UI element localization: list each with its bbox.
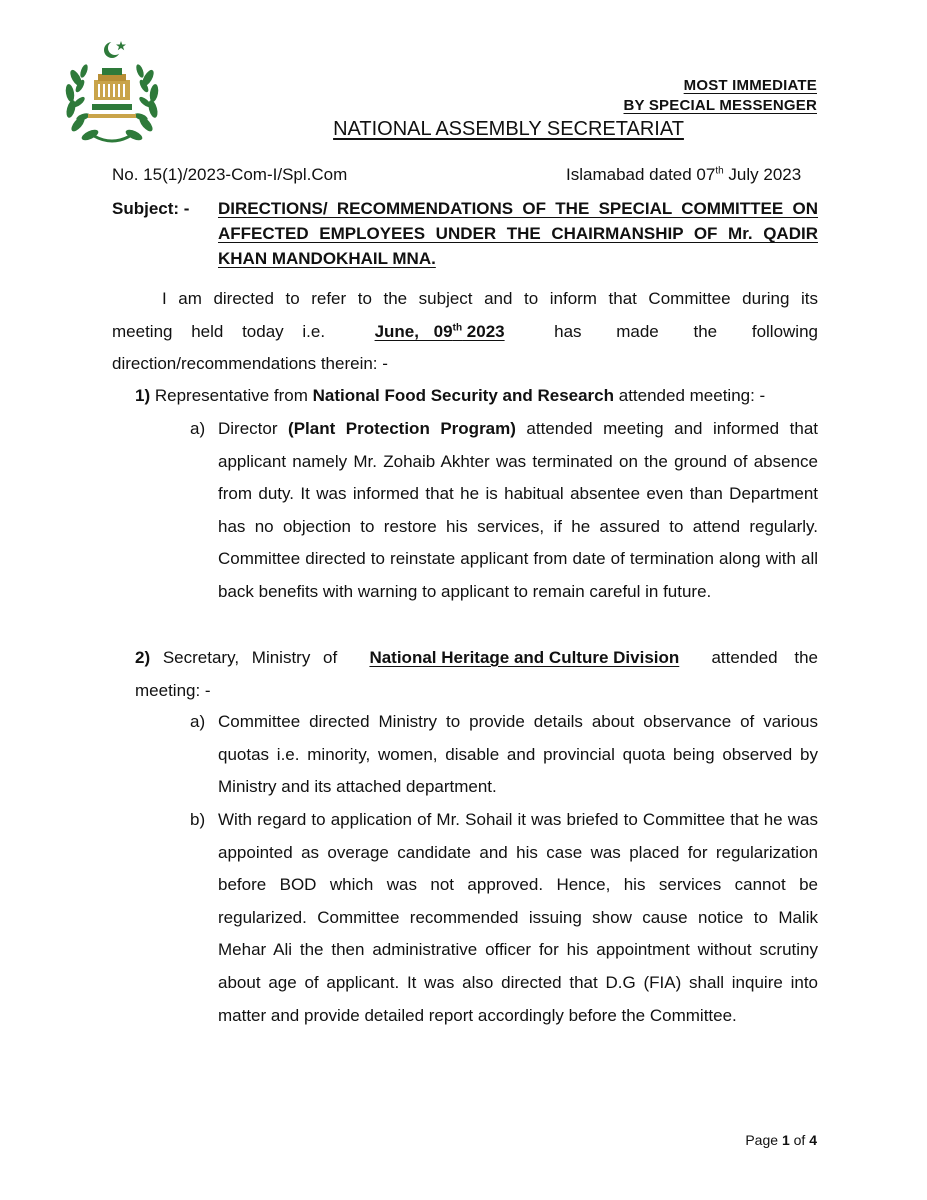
page-word: Page: [745, 1132, 782, 1148]
item-1a-program: (Plant Protection Program): [288, 419, 516, 438]
page-number: [745, 1132, 817, 1148]
issue-date-prefix: Islamabad dated 07: [566, 165, 716, 184]
item-1-tail: attended meeting: -: [614, 386, 766, 405]
urgency-special-messenger: BY SPECIAL MESSENGER: [623, 97, 817, 114]
urgency-most-immediate: MOST IMMEDIATE: [683, 77, 817, 94]
item-2-number: 2): [135, 648, 151, 667]
item-1a-letter: a): [190, 419, 206, 438]
issue-date-suffix: July 2023: [723, 165, 802, 184]
item-1a-body: [218, 413, 818, 609]
subject-label: Subject: -: [112, 199, 190, 218]
subject-line-3: KHAN MANDOKHAIL MNA.: [218, 249, 436, 268]
item-2b-letter: b): [190, 810, 206, 829]
item-1a-lead: Director: [218, 419, 289, 438]
page-total: 4: [809, 1132, 817, 1148]
item-1-organization: National Food Security and Research: [312, 386, 615, 405]
item-1-lead: Representative from: [154, 386, 313, 405]
reference-number: No. 15(1)/2023-Com-I/Spl.Com: [112, 165, 348, 184]
intro-paragraph: [112, 283, 818, 381]
document-title: NATIONAL ASSEMBLY SECRETARIAT: [333, 118, 684, 140]
item-2-lead: Secretary, Ministry of: [150, 648, 338, 667]
intro-line-2-start: meeting held today i.e.: [112, 321, 326, 341]
subject-block: [218, 196, 818, 271]
item-2-heading-line-2: meeting: -: [135, 680, 211, 700]
item-2-start: [135, 642, 337, 675]
meeting-date-year: 2023: [462, 321, 505, 341]
item-1-heading: [135, 380, 818, 413]
intro-line-2-end: has made the following: [554, 321, 818, 341]
document-title-row: [0, 118, 927, 141]
item-1a-text: attended meeting and informed that applicant namely Mr. Zohaib Akhter was terminated on the ground of absence from duty. It was informed that he is habitual absentee even than Department has no objection to restore his services, if he assured to attend regularly. Committee directed to reinstate applicant from date of termination along with all back benefits with warning to applicant to remain careful in future.: [218, 419, 818, 601]
page-of: of: [789, 1132, 810, 1148]
meeting-date-day: June, 09: [374, 321, 453, 341]
item-2b-body: With regard to application of Mr. Sohail it was briefed to Committee that he was appointed as overage candidate and his case was placed for regularization before BOD which was not approved. Hence, his services cannot be regularized. Committee recommended issuing show cause notice to Malik Mehar Ali the then administrative officer for his appointment without scrutiny about age of applicant. It was also directed that D.G (FIA) shall inquire into matter and provide detailed report accordingly before the Committee.: [218, 810, 818, 1025]
intro-line-2: [112, 316, 818, 349]
issue-date: [566, 165, 801, 185]
intro-line-3: direction/recommendations therein: -: [112, 354, 388, 374]
meeting-date: [375, 316, 505, 349]
item-2-division: National Heritage and Culture Division: [369, 648, 680, 667]
item-2-tail: attended the: [711, 648, 818, 667]
item-2a-body: Committee directed Ministry to provide details about observance of various quotas i.e. minority, women, disable and provincial quota being observed by Ministry and its attached department.: [218, 712, 818, 797]
item-1-number: 1): [135, 386, 151, 405]
subject-line-1: DIRECTIONS/ RECOMMENDATIONS OF THE SPECIAL COMMITTEE ON: [218, 199, 818, 218]
item-2a-letter: a): [190, 712, 206, 731]
page-current: 1: [781, 1132, 790, 1148]
meeting-date-ordinal: th: [452, 321, 463, 333]
issue-date-ordinal: th: [715, 165, 724, 177]
item-2-heading-line-1: [135, 642, 818, 675]
item-2-heading: [135, 642, 818, 707]
intro-line-1: I am directed to refer to the subject and to inform that Committee during its: [162, 289, 818, 308]
subject-line-2: AFFECTED EMPLOYEES UNDER THE CHAIRMANSHIP OF Mr. QADIR: [218, 224, 818, 243]
